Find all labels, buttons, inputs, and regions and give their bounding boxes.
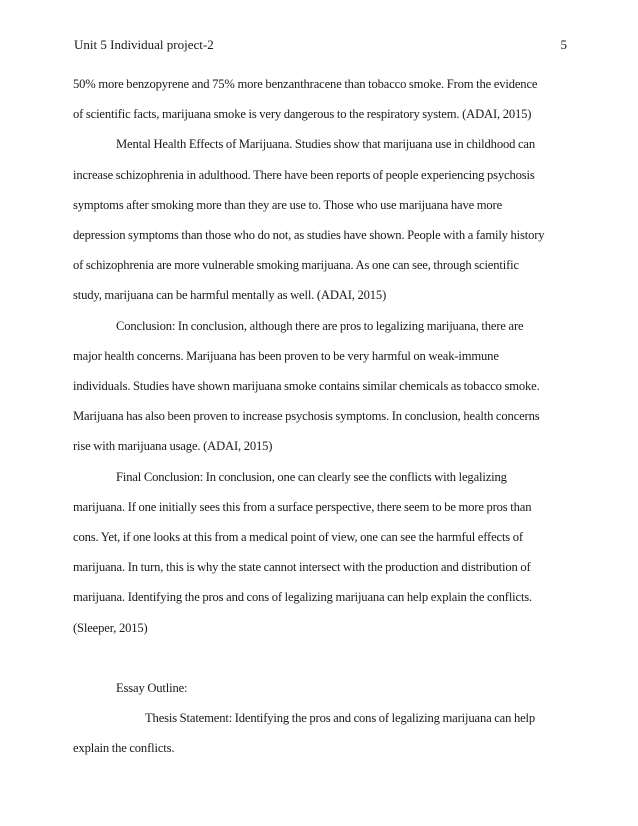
text-line: Marijuana has also been proven to increase psychosis symptoms. In conclusion, health concerns [73, 409, 540, 424]
text-line: study, marijuana can be harmful mentally as well. (ADAI, 2015) [73, 288, 387, 303]
text-line: depression symptoms than those who do not, as studies have shown. People with a family history [73, 228, 545, 243]
text-line: Mental Health Effects of Marijuana. Studies show that marijuana use in childhood can [116, 137, 535, 152]
outline-thesis [73, 703, 567, 763]
page-header [74, 36, 567, 54]
text-line: of schizophrenia are more vulnerable smoking marijuana. As one can see, through scientific [73, 258, 519, 273]
body-text [73, 69, 567, 764]
paragraph-final-conclusion [73, 462, 567, 643]
text-line: individuals. Studies have shown marijuana smoke contains similar chemicals as tobacco smoke. [73, 379, 540, 394]
text-line: 50% more benzopyrene and 75% more benzanthracene than tobacco smoke. From the evidence [73, 77, 538, 91]
text-line: marijuana. Identifying the pros and cons of legalizing marijuana can help explain the conflicts. [73, 590, 533, 605]
running-head: Unit 5 Individual project-2 [74, 37, 214, 52]
text-line: increase schizophrenia in adulthood. There have been reports of people experiencing psychosis [73, 167, 535, 182]
blank-line [73, 643, 567, 673]
paragraph-respiratory-continuation [73, 69, 567, 129]
text-line: Final Conclusion: In conclusion, one can clearly see the conflicts with legalizing [116, 469, 507, 484]
text-line: Essay Outline: [116, 681, 188, 696]
text-line: cons. Yet, if one looks at this from a medical point of view, one can see the harmful effects of [73, 530, 523, 545]
text-line: Conclusion: In conclusion, although there are pros to legalizing marijuana, there are [116, 318, 524, 333]
paragraph-conclusion [73, 311, 567, 462]
text-line: symptoms after smoking more than they are use to. Those who use marijuana have more [73, 197, 503, 212]
text-line: marijuana. If one initially sees this from a surface perspective, there seem to be more pros than [73, 499, 532, 514]
text-line: Thesis Statement: Identifying the pros and cons of legalizing marijuana can help [145, 711, 536, 726]
text-line: (Sleeper, 2015) [73, 620, 148, 635]
text-line: marijuana. In turn, this is why the state cannot intersect with the production and distribution of [73, 560, 531, 575]
outline-heading [73, 673, 567, 703]
page-number: 5 [560, 37, 567, 52]
text-line: of scientific facts, marijuana smoke is very dangerous to the respiratory system. (ADAI, 2015) [73, 107, 532, 122]
text-line: rise with marijuana usage. (ADAI, 2015) [73, 439, 273, 454]
paragraph-mental-health [73, 129, 567, 310]
text-line: major health concerns. Marijuana has been proven to be very harmful on weak-immune [73, 348, 499, 363]
text-line: explain the conflicts. [73, 741, 175, 756]
